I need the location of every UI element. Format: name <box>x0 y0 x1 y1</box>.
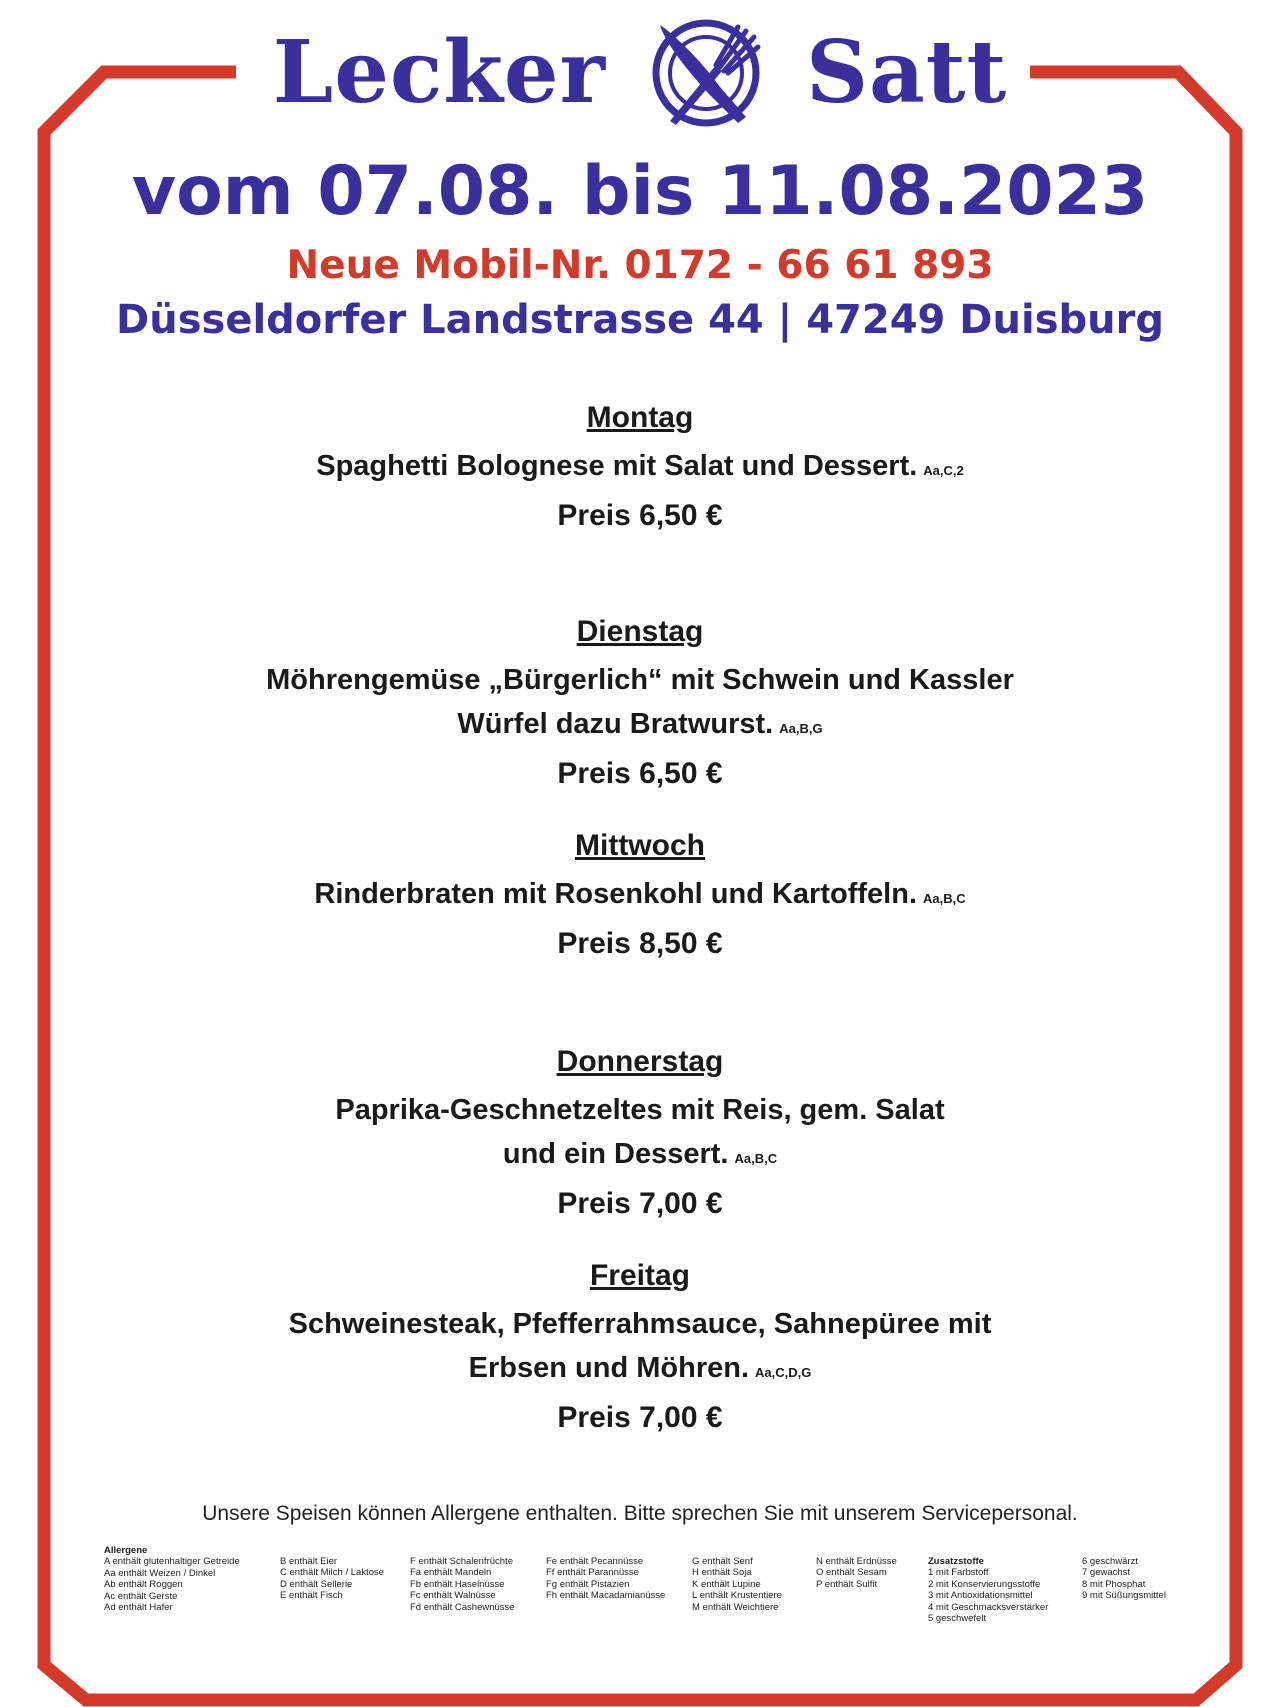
legend-column <box>816 1556 897 1590</box>
legend-item: H enthält Soja <box>692 1567 752 1579</box>
allergen-notice: Unsere Speisen können Allergene enthalten. Bitte sprechen Sie mit unserem Servicepersonal. <box>202 1502 1078 1525</box>
legend-item: 9 mit Süßungsmittel <box>1082 1590 1166 1602</box>
dish-line <box>0 1088 1280 1132</box>
legend-item: Fc enthält Walnüsse <box>410 1590 496 1602</box>
legend-item: Fd enthält Cashewnüsse <box>410 1601 515 1613</box>
legend-column <box>280 1556 384 1602</box>
brand-left: Lecker <box>263 22 616 123</box>
day-name: Montag <box>586 401 694 434</box>
legend-title: Allergene <box>104 1545 148 1556</box>
legend-item: M enthält Weichtiere <box>692 1601 779 1613</box>
dish-line <box>0 658 1280 702</box>
dish-text: Spaghetti Bolognese mit Salat und Dessert. <box>316 450 918 482</box>
legend-item: E enthält Fisch <box>280 1590 343 1602</box>
legend-item: 4 mit Geschmacksverstärker <box>928 1601 1049 1613</box>
legend-column <box>546 1556 665 1602</box>
legend-column <box>104 1545 240 1613</box>
legend-column <box>410 1556 515 1613</box>
legend-item: Fg enthält Pistazien <box>546 1578 630 1590</box>
brand-right: Satt <box>796 22 1017 123</box>
legend-item: Fa enthält Mandeln <box>410 1567 492 1579</box>
dish-text: Möhrengemüse „Bürgerlich“ mit Schwein und Kassler <box>266 664 1014 696</box>
legend-column <box>692 1556 782 1613</box>
dish-line <box>0 702 1280 751</box>
address: Düsseldorfer Landstrasse 44 | 47249 Duisburg <box>116 297 1164 343</box>
legend-item: 2 mit Konservierungsstoffe <box>928 1578 1041 1590</box>
allergen-codes: Aa,B,G <box>779 721 823 736</box>
price: Preis 6,50 € <box>557 757 723 790</box>
legend-item: Fb enthält Haselnüsse <box>410 1578 505 1590</box>
legend-item: B enthält Eier <box>280 1556 338 1567</box>
legend-item: N enthält Erdnüsse <box>816 1556 897 1567</box>
legend-item: Ab enthält Roggen <box>104 1579 183 1591</box>
legend-item: 6 geschwärzt <box>1082 1556 1138 1567</box>
dish-line <box>0 1302 1280 1346</box>
day-name: Mittwoch <box>575 829 705 862</box>
legend-item: C enthält Milch / Laktose <box>280 1567 385 1579</box>
legend-item: Ac enthält Gerste <box>104 1590 178 1602</box>
legend-item: G enthält Senf <box>692 1556 753 1567</box>
legend-item: Ff enthält Parannüsse <box>546 1567 639 1579</box>
dish-text: Paprika-Geschnetzeltes mit Reis, gem. Salat <box>335 1094 945 1126</box>
legend-item: F enthält Schalenfrüchte <box>410 1556 513 1567</box>
legend-item: Fh enthält Macadamianüsse <box>546 1590 666 1602</box>
legend-item: O enthält Sesam <box>816 1567 887 1579</box>
price: Preis 6,50 € <box>557 499 723 532</box>
date-range: vom 07.08. bis 11.08.2023 <box>131 152 1149 231</box>
day-name: Donnerstag <box>556 1045 724 1078</box>
menu-day-dienstag <box>0 614 1280 797</box>
allergen-codes: Aa,C,D,G <box>755 1365 812 1380</box>
dish-line <box>0 444 1280 493</box>
legend-item: 3 mit Antioxidationsmittel <box>928 1590 1033 1602</box>
price: Preis 8,50 € <box>557 927 723 960</box>
legend-title: Zusatzstoffe <box>928 1556 984 1567</box>
legend-column <box>1082 1556 1166 1602</box>
menu-day-montag <box>0 400 1280 539</box>
legend-item: A enthält glutenhaltiger Getreide <box>104 1556 240 1568</box>
price: Preis 7,00 € <box>557 1187 723 1220</box>
allergen-legend <box>104 1545 1204 1645</box>
legend-column <box>928 1556 1048 1624</box>
day-name: Dienstag <box>576 615 704 648</box>
dish-text: und ein Dessert. <box>502 1138 729 1170</box>
legend-item: Aa enthält Weizen / Dinkel <box>104 1567 216 1579</box>
dish-text: Erbsen und Möhren. <box>468 1352 749 1384</box>
dish-line <box>0 1132 1280 1181</box>
legend-item: D enthält Sellerie <box>280 1578 353 1590</box>
legend-item: K enthält Lupine <box>692 1578 761 1590</box>
allergen-codes: Aa,C,2 <box>923 463 964 478</box>
menu-day-donnerstag <box>0 1044 1280 1227</box>
phone-number: Neue Mobil-Nr. 0172 - 66 61 893 <box>286 243 994 288</box>
legend-item: 8 mit Phosphat <box>1082 1578 1146 1590</box>
dish-line <box>0 872 1280 921</box>
allergen-codes: Aa,B,C <box>922 891 966 906</box>
cutlery-plate-icon <box>642 13 770 131</box>
legend-item: Ad enthält Hafer <box>104 1602 173 1614</box>
menu-day-freitag <box>0 1258 1280 1441</box>
price: Preis 7,00 € <box>557 1401 723 1434</box>
dish-text: Würfel dazu Bratwurst. <box>457 708 774 740</box>
legend-item: Fe enthält Pecannüsse <box>546 1556 644 1567</box>
day-name: Freitag <box>589 1259 691 1292</box>
allergen-codes: Aa,B,C <box>734 1151 778 1166</box>
dish-text: Schweinesteak, Pfefferrahmsauce, Sahnepüree mit <box>288 1308 992 1340</box>
dish-text: Rinderbraten mit Rosenkohl und Kartoffeln. <box>314 878 917 910</box>
brand-header <box>0 12 1280 132</box>
legend-item: L enthält Krustentiere <box>692 1590 782 1602</box>
menu-day-mittwoch <box>0 828 1280 967</box>
dish-line <box>0 1346 1280 1395</box>
legend-item: P enthält Sulfit <box>816 1578 878 1590</box>
legend-item: 7 gewachst <box>1082 1567 1131 1579</box>
legend-item: 1 mit Farbstoff <box>928 1567 989 1579</box>
legend-item: 5 geschwefelt <box>928 1613 987 1625</box>
